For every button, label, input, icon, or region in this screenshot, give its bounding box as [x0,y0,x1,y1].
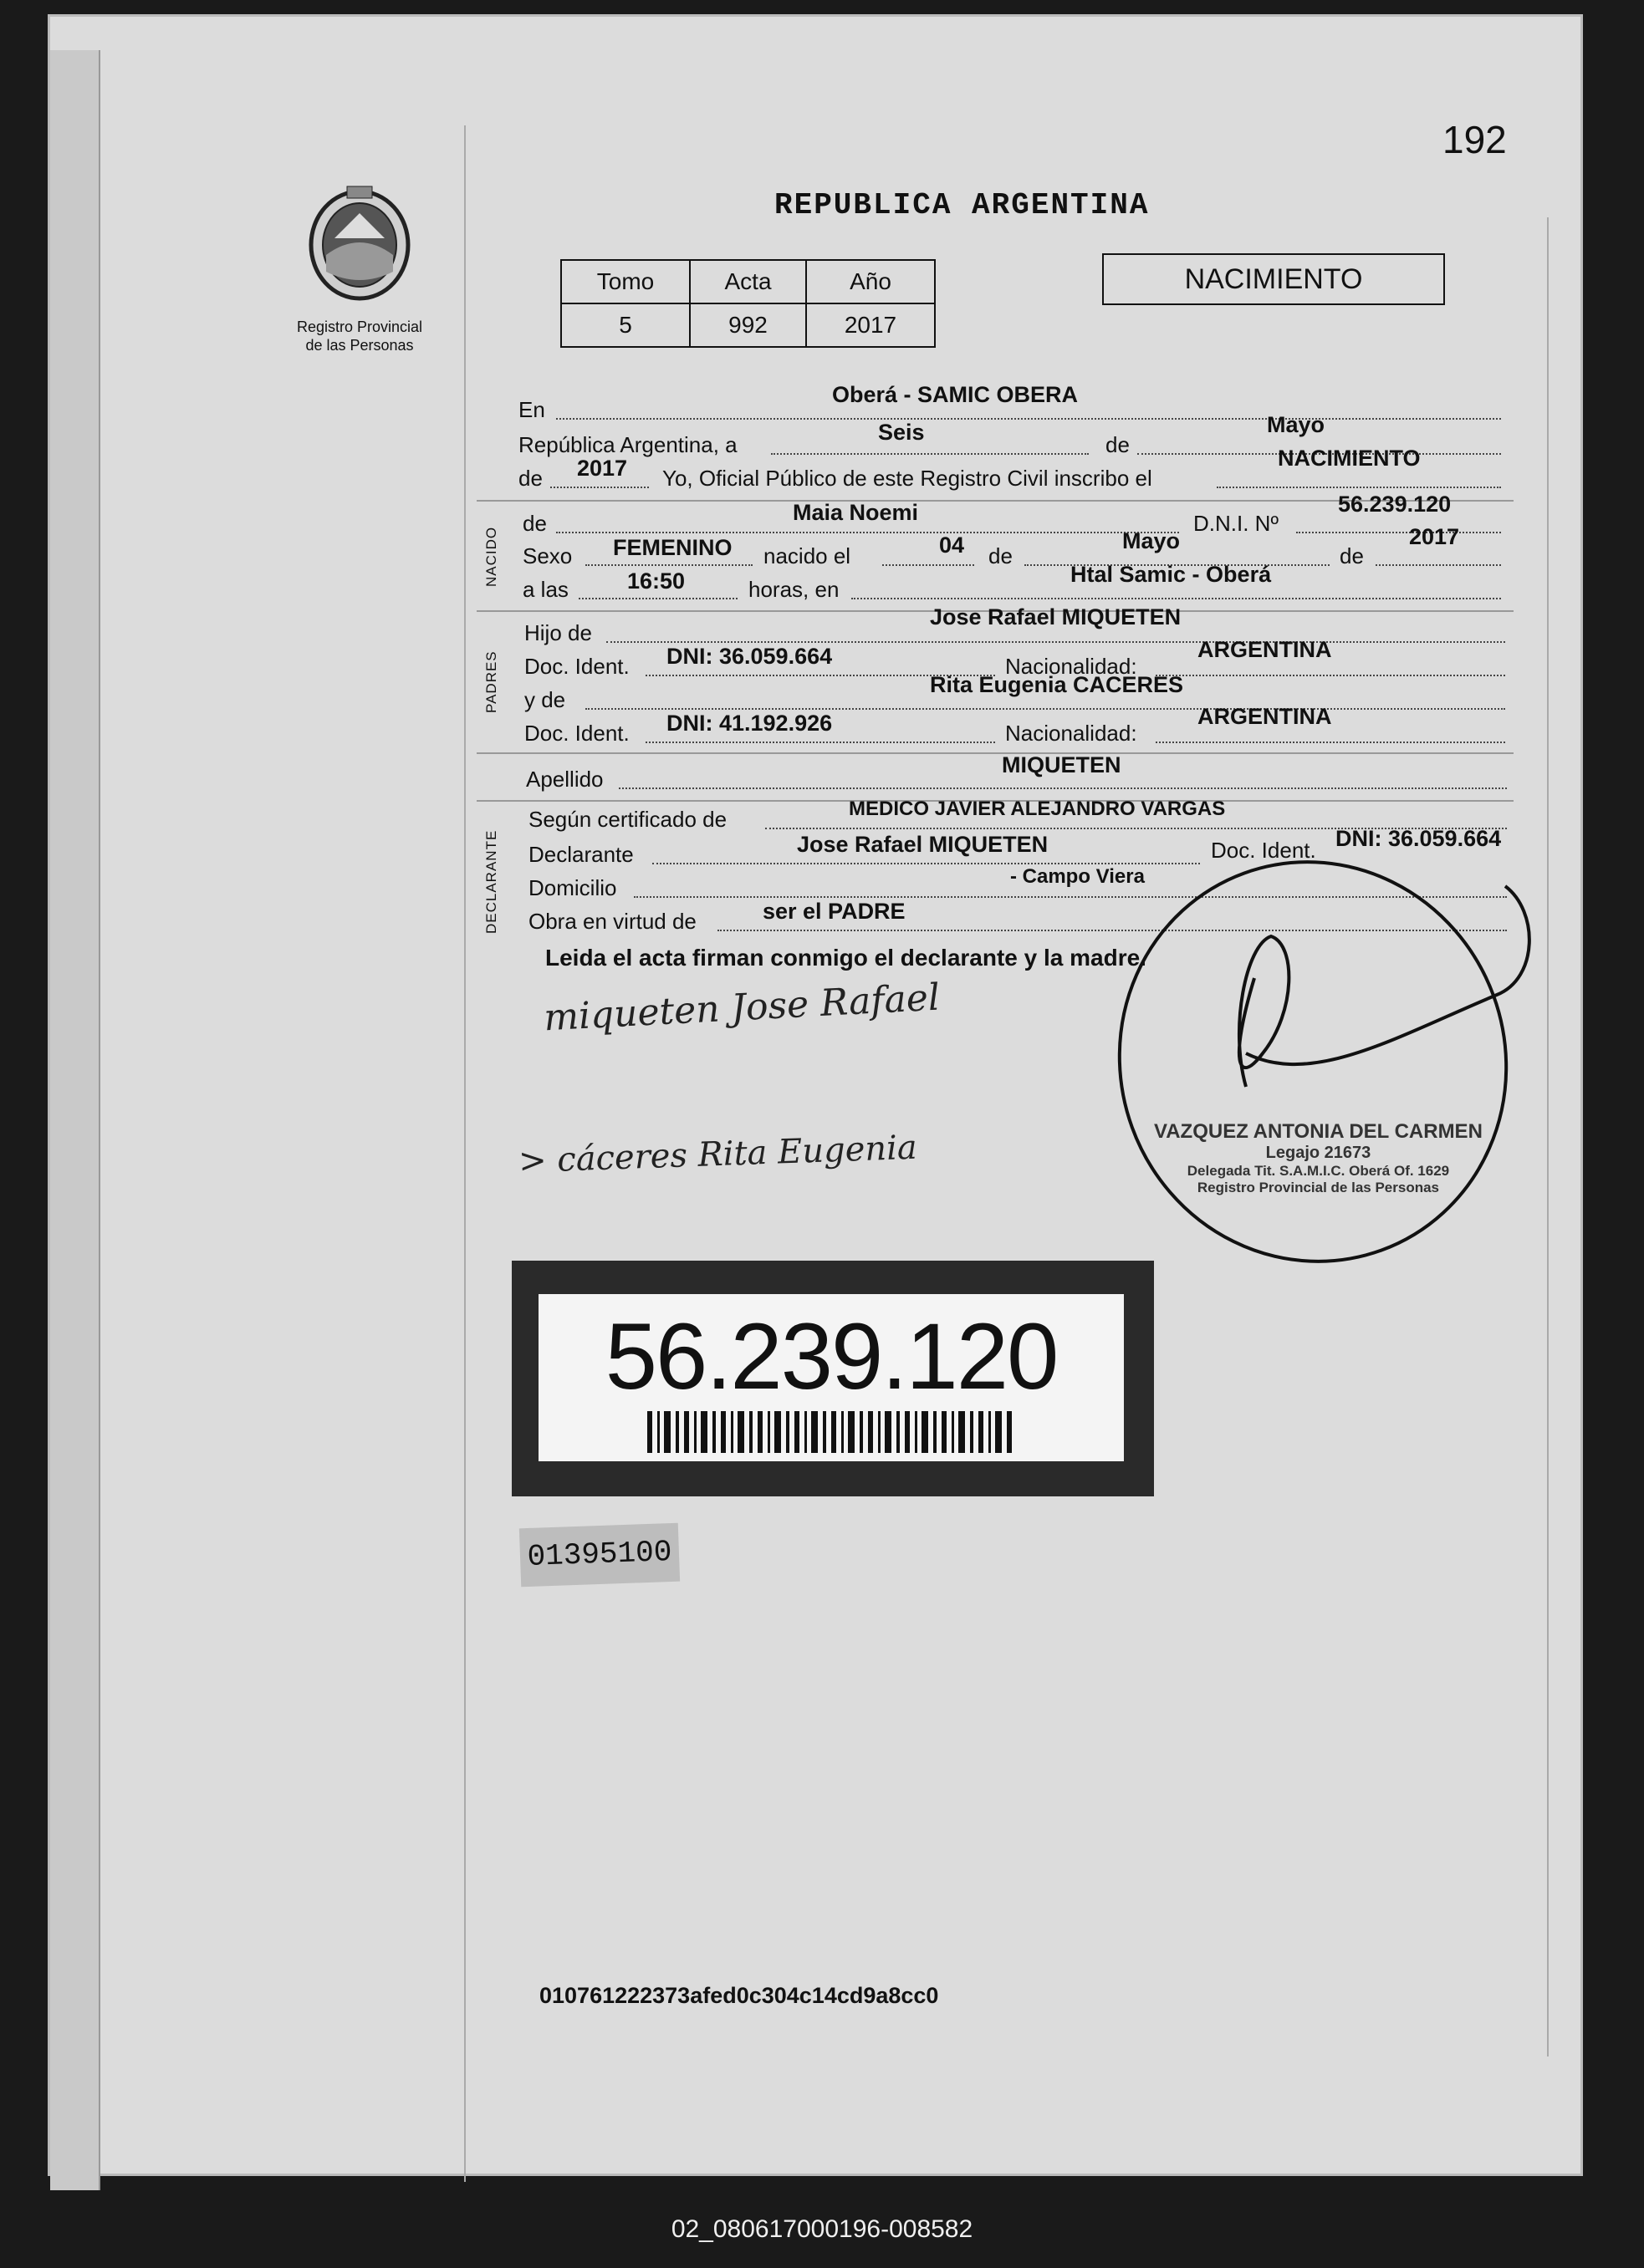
page-number: 192 [1442,118,1507,161]
field-doc2: DNI: 41.192.926 [666,711,833,736]
dotted-line [1296,532,1501,533]
dotted-line [556,532,1179,533]
dotted-line [1156,742,1505,743]
field-padre: Jose Rafael MIQUETEN [930,604,1182,629]
acta-value-anio: 2017 [806,303,935,347]
dotted-line [606,641,1505,643]
document-page [50,17,1580,2174]
dotted-line [556,418,1501,420]
form-label-hijo: Hijo de [524,620,592,645]
dotted-line [619,787,1507,789]
acta-value-tomo: 5 [561,303,690,347]
field-nac1: ARGENTINA [1197,637,1332,662]
field-domicilio: - Campo Viera [1010,865,1145,888]
dotted-line [851,598,1501,599]
registry-label: Registro Provincial de las Personas [296,319,423,354]
form-label-yde: y de [524,687,566,712]
separator [477,752,1514,754]
acta-header-acta: Acta [690,260,806,303]
field-lugar-nacimiento: Htal Samic - Oberá [1070,562,1272,587]
field-declarante: Jose Rafael MIQUETEN [797,832,1049,857]
binding-margin [50,50,100,2190]
field-sexo: FEMENINO [613,535,733,560]
field-apellido: MIQUETEN [1002,752,1121,777]
dotted-line [585,708,1505,710]
stamp-legajo: Legajo 21673 [1265,1144,1371,1162]
form-label-obra: Obra en virtud de [528,909,697,934]
barcode-icon [647,1411,1015,1453]
dotted-line [1217,487,1501,488]
field-nombre: Maia Noemi [793,500,919,525]
field-nac-dia: 04 [939,533,965,558]
stamp-name: VAZQUEZ ANTONIA DEL CARMEN [1154,1120,1483,1143]
field-doc3: DNI: 36.059.664 [1335,826,1502,851]
signature-padre: miqueten Jose Rafael [542,976,942,1040]
form-label-de5: de [1340,543,1364,568]
closing-text: Leida el acta firman conmigo el declarante y la madre. [545,945,1146,971]
form-label-doc2: Doc. Ident. [524,721,630,746]
field-dni: 56.239.120 [1338,492,1452,517]
field-dia: Seis [878,420,925,445]
field-obra: ser el PADRE [763,899,906,924]
stamp-organismo: Registro Provincial de las Personas [1197,1180,1440,1195]
margin-rule-left [464,125,466,2182]
form-label-apellido: Apellido [526,767,604,792]
document-title: REPUBLICA ARGENTINA [774,188,1150,222]
field-mes: Mayo [1267,412,1325,437]
form-label-doc1: Doc. Ident. [524,654,630,679]
section-label-declarante: DECLARANTE [483,829,499,934]
section-label-nacido: NACIDO [483,526,499,587]
official-signature-icon [1104,811,1564,1279]
form-label-de: de [1105,432,1130,457]
field-inscribo: NACIMIENTO [1278,446,1421,471]
field-madre: Rita Eugenia CACERES [930,672,1184,697]
document-hash: 010761222373afed0c304c14cd9a8cc0 [539,1983,939,2008]
form-label-nac2: Nacionalidad: [1005,721,1137,746]
form-label-horas: horas, en [748,577,840,602]
field-certificado: MEDICO JAVIER ALEJANDRO VARGAS [849,798,1226,820]
field-lugar-inscripcion: Oberá - SAMIC OBERA [832,382,1079,407]
dotted-line [550,487,649,488]
form-label-sexo: Sexo [523,543,573,568]
form-label-en: En [518,397,545,422]
form-label-alas: a las [523,577,569,602]
field-nac2: ARGENTINA [1197,704,1332,729]
field-anio: 2017 [577,456,628,481]
field-nac-mes: Mayo [1122,528,1181,553]
control-code-stamp: 01395100 [519,1523,680,1588]
field-nac-anio: 2017 [1409,524,1460,549]
dotted-line [646,742,995,743]
signature-madre: > cáceres Rita Eugenia [518,1128,918,1181]
dotted-line [771,453,1089,455]
form-label-doc3: Doc. Ident. [1211,838,1316,863]
form-label-republica: República Argentina, a [518,432,738,457]
barcode-number: 56.239.120 [605,1304,1058,1409]
acta-value-acta: 992 [690,303,806,347]
stamp-cargo: Delegada Tit. S.A.M.I.C. Oberá Of. 1629 [1187,1163,1450,1179]
image-footer-id: 02_080617000196-008582 [671,2215,973,2243]
form-label-nac1: Nacionalidad: [1005,654,1137,679]
dotted-line [585,564,753,566]
form-label-nacido: nacido el [763,543,851,568]
acta-header-anio: Año [806,260,935,303]
section-label-padres: PADRES [483,650,499,713]
acta-header-tomo: Tomo [561,260,690,303]
form-label-domicilio: Domicilio [528,875,617,900]
dotted-line [579,598,738,599]
field-hora: 16:50 [627,568,686,594]
dotted-line [882,564,974,566]
form-label-de2: de [518,466,543,491]
form-label-de3: de [523,511,547,536]
acta-table [560,259,936,348]
dotted-line [1376,564,1501,566]
barcode-inner [539,1294,1124,1461]
form-label-de4: de [988,543,1013,568]
form-oficial-text: Yo, Oficial Público de este Registro Civil inscribo el [662,466,1152,491]
field-doc1: DNI: 36.059.664 [666,644,833,669]
barcode-label [512,1261,1154,1496]
province-emblem [301,180,418,305]
form-label-certificado: Según certificado de [528,807,728,832]
official-stamp [1154,1120,1483,1196]
dotted-line [1156,675,1505,676]
acta-type-box: NACIMIENTO [1102,253,1445,305]
form-label-dni: D.N.I. Nº [1193,511,1279,536]
form-label-declarante: Declarante [528,842,634,867]
